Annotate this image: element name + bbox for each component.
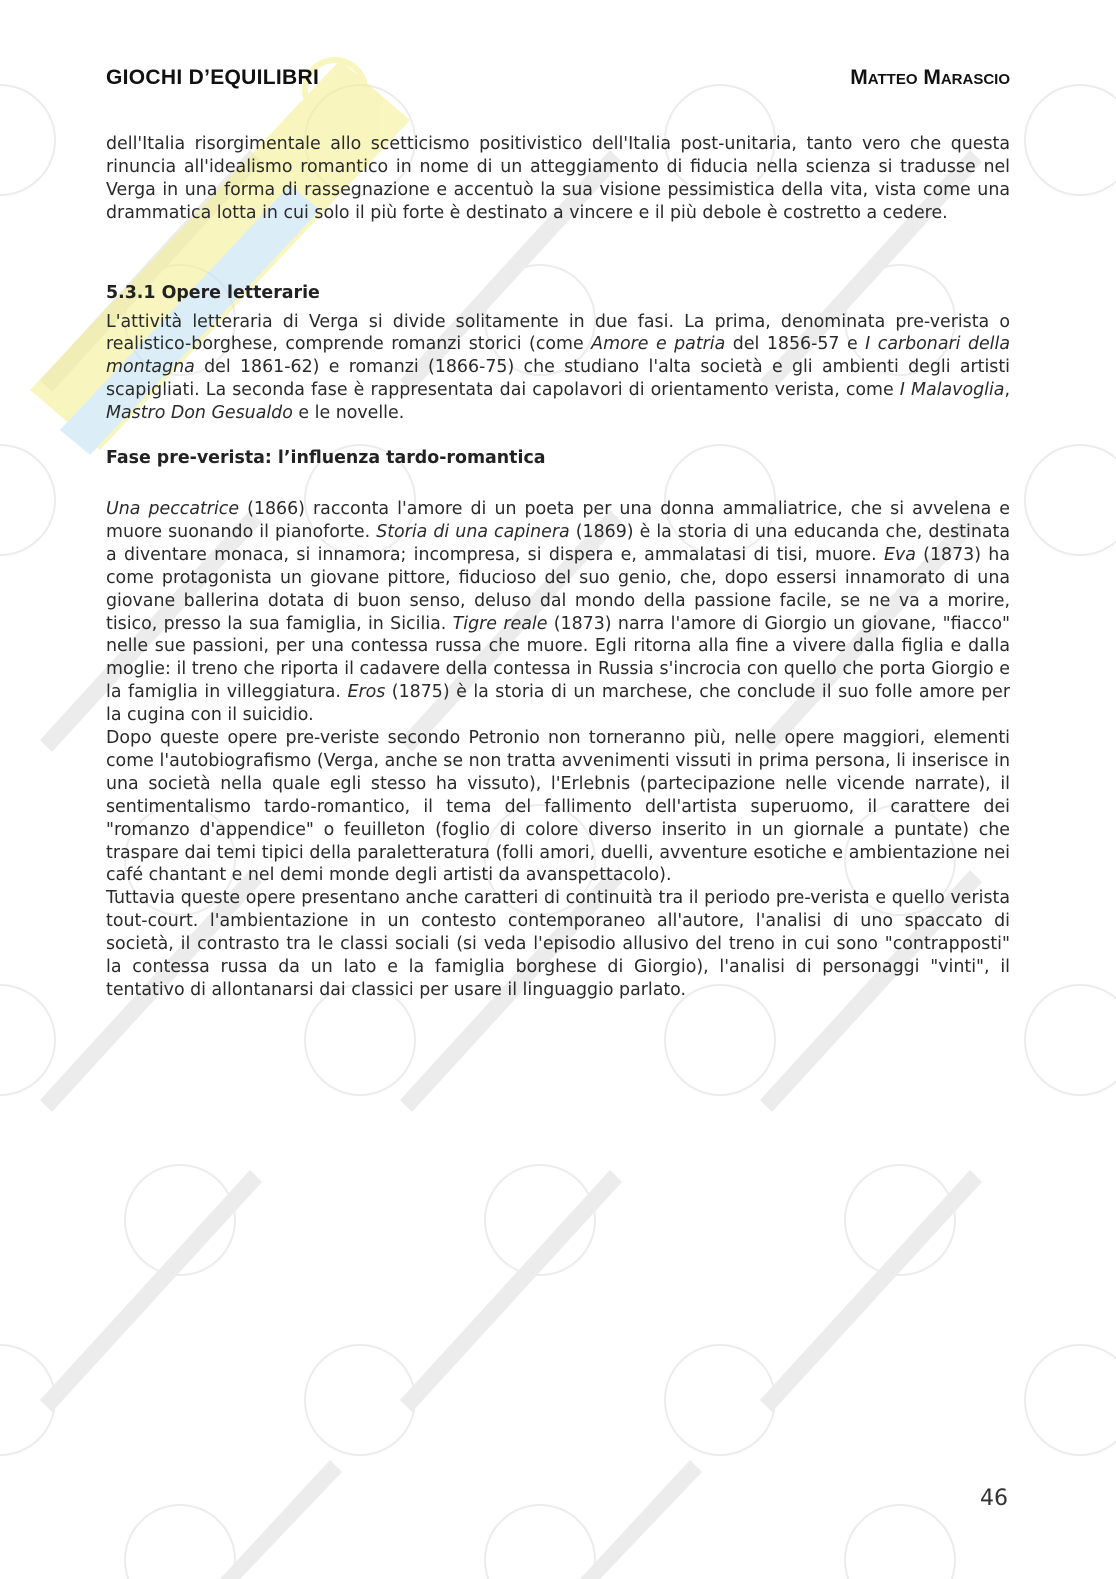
work-title: I carbonari della montagna <box>106 334 1011 378</box>
author-name: Matteo Marascio <box>850 66 1010 89</box>
work-title: Eros <box>347 682 386 703</box>
text-run: L'attività letteraria di Verga si divide solitamente in due fasi. La prima, denominata pre-verista o realistico-borghese, comprende romanzi storici (come <box>106 311 1010 355</box>
work-title: Storia di una capinera <box>376 521 570 542</box>
text-run: del 1856-57 e <box>725 334 866 355</box>
text-run: (1875) è la storia di un marchese, che conclude il suo folle amore per la cugina con il suicidio. <box>106 682 1011 726</box>
page-number: 46 <box>980 1486 1008 1511</box>
work-title: Una peccatrice <box>106 498 240 519</box>
subsection-paragraph <box>106 498 1010 727</box>
page-body <box>106 133 1010 1002</box>
text-run: (1873) ha come protagonista un giovane pittore, fiducioso del suo genio, che, dopo essersi innamorato di una giovane ballerina dotata di buon senso, deluso dal mondo della passione facile, se ne va a morire, tisico, presso la sua famiglia, in Sicilia. <box>106 544 1010 634</box>
subsection-heading: Fase pre-verista: l’influenza tardo-romantica <box>106 448 546 469</box>
intro-paragraph: dell'Italia risorgimentale allo scetticismo positivistico dell'Italia post-unitaria, tanto vero che questa rinuncia all'idealismo romantico in nome di un atteggiamento di fiducia nella scienza si tradusse nel Verga in una forma di rassegnazione e accentuò la sua visione pessimistica della vita, vista come una drammatica lotta in cui solo il più forte è destinato a vincere e il più debole è costretto a cedere. <box>106 134 1010 223</box>
text-run: (1873) narra l'amore di Giorgio un giovane, "fiacco" nelle sue passioni, per una contessa russa che muore. Egli ritorna alla fine a vivere dalla figlia e dalla moglie: il treno che riporta il cadavere della contessa in Russia s'incrocia con quello che porta Giorgio e la famiglia in villeggiatura. <box>106 613 1010 703</box>
text-run: del 1861-62) e romanzi (1866-75) che studiano l'alta società e gli ambienti degli artisti scapigliati. La seconda fase è rappresentata dai capolavori di orientamento verista, come <box>106 357 1010 401</box>
text-run: e le novelle. <box>292 403 405 424</box>
work-title: Tigre reale <box>452 613 548 634</box>
document-title: GIOCHI D’EQUILIBRI <box>106 66 320 89</box>
text-run: , <box>1004 380 1010 401</box>
text-run: (1869) è la storia di una educanda che, destinata a diventare monaca, si innamora; incompresa, si dispera e, ammalatasi di tisi, muore. <box>106 521 1010 565</box>
subsection-paragraph: Dopo queste opere pre-veriste secondo Petronio non torneranno più, nelle opere maggiori, elementi come l'autobiografismo (Verga, anche se non tratta avvenimenti vissuti in prima persona, li inserisce in una società nella quale egli stesso ha vissuto), l'Erlebnis (partecipazione nelle vicende narrate), il sentimentalismo tardo-romantico, il tema del fallimento dell'artista superuomo, il carattere dei "romanzo d'appendice" o feuilleton (foglio di colore diverso inserito in un giornale a puntate) che traspare dai temi tipici della paraletteratura (folli amori, duelli, avventure esotiche e ambientazione nei café chantant e nel demi monde degli artisti da avanspettacolo). <box>106 728 1010 886</box>
subsection-paragraph: Tuttavia queste opere presentano anche caratteri di continuità tra il periodo pre-verista e quello verista tout-court. l'ambientazione in un contesto contemporaneo all'autore, l'analisi di uno spaccato di società, il contrasto tra le classi sociali (si veda l'episodio allusivo del treno in cui sono "contrapposti" la contessa russa da un lato e la famiglia borghese di Giorgio), l'analisi di personaggi "vinti", il tentativo di allontanarsi dai classici per usare il linguaggio parlato. <box>106 888 1010 1000</box>
work-title: Amore e patria <box>591 334 726 355</box>
work-title: Mastro Don Gesualdo <box>106 403 293 424</box>
work-title: Eva <box>883 544 916 565</box>
page-header <box>106 66 1010 90</box>
section-paragraph <box>106 311 1010 426</box>
work-title: I Malavoglia <box>899 380 1005 401</box>
text-run: (1866) racconta l'amore di un poeta per una donna ammaliatrice, che si avvelena e muore suonando il pianoforte. <box>106 498 1011 542</box>
section-heading: 5.3.1 Opere letterarie <box>106 282 320 303</box>
